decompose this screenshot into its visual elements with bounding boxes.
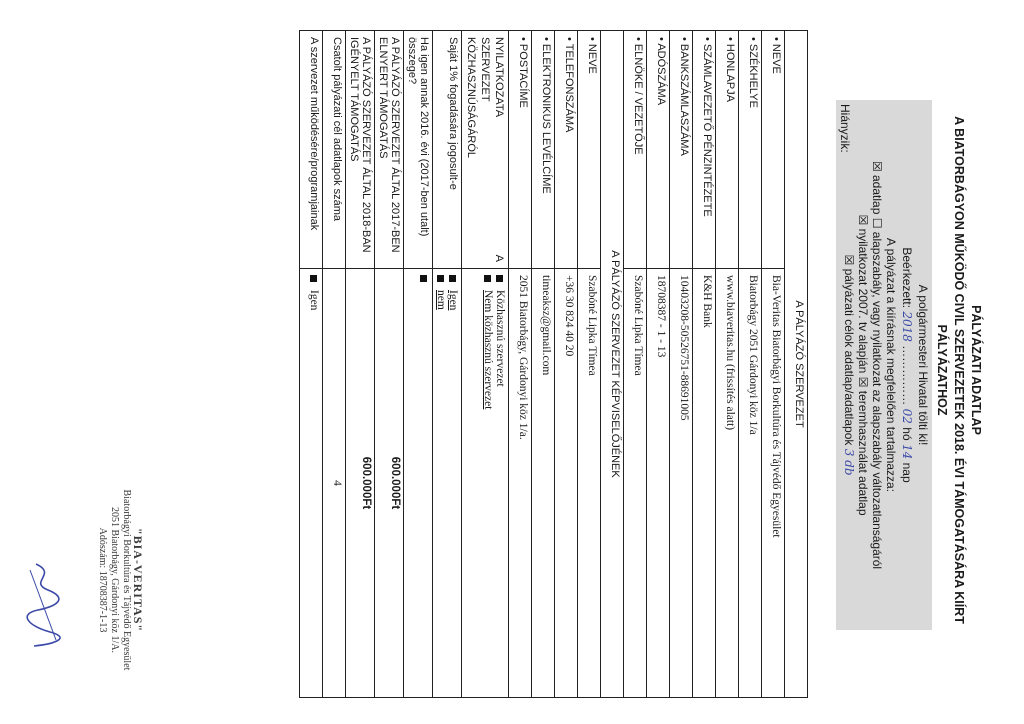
nonprofit-status-options: Közhasznú szervezet Nem közhasznú szervezet — [462, 269, 509, 698]
table-row: • SZÉKHELYE Biatorbágy 2051 Gárdonyi köz 1/a — [739, 31, 762, 698]
content-line: A pályázat a kiírásnak megfelelően tartalmazza: — [884, 237, 898, 493]
one-percent-question: Saját 1% fogadására jogosult-e — [433, 31, 462, 269]
application-table — [299, 30, 808, 698]
office-use-box — [836, 100, 932, 630]
received-year: 2018 — [900, 311, 914, 342]
org-section-title: A PÁLYÁZÓ SZERVEZET — [785, 31, 808, 698]
table-row: • POSTACÍME 2051 Biatorbágy, Gárdonyi köz 1/a. — [509, 31, 532, 698]
table-row: A szervezet működésére/programjainak Igen — [300, 31, 323, 698]
one-percent-options: Igen nem — [433, 269, 462, 698]
signature — [24, 560, 64, 650]
table-row: • TELEFONSZÁMA +36 30 824 40 20 — [555, 31, 578, 698]
received-line: Beérkezett: 2018 …………… 02 hó 14 nap — [900, 247, 914, 483]
table-row: • NEVE Szabóné Lipka Tímea — [578, 31, 601, 698]
table-row: • ELEKTRONIKUS LEVÉLCÍME timeaksz@gmail.com — [532, 31, 555, 698]
declaration-label-a: NYILATKOZATA — [493, 37, 505, 118]
table-row: • NEVE Bia-Veritas Biatorbágyi Borkultúra és Tájvédő Egyesület — [762, 31, 785, 698]
checkbox-filled-icon — [437, 275, 444, 282]
funding-2017-value: 600.000Ft — [375, 269, 404, 698]
document-title — [933, 60, 984, 680]
checklist-item-2: ☒ nyilatkozat 2007. tv alapján ☒ teremhasználat adatlap — [856, 214, 870, 516]
table-row — [404, 31, 433, 698]
table-row: Csatolt pályázati cél adatlapok száma 4 — [323, 31, 346, 698]
missing-label: Hiányzik: — [838, 104, 852, 153]
checkbox-filled-icon — [449, 275, 456, 282]
checkbox-filled-icon — [310, 275, 317, 282]
title-line-2: A BIATORBÁGYON MŰKÖDŐ CIVIL SZERVEZETEK 2018. ÉVI TÁMOGATÁSÁRA KIÍRT — [952, 116, 966, 624]
one-percent-amount-question: Ha igen annak 2016. évi (2017-ben utalt) összege? — [404, 31, 433, 269]
table-row — [433, 31, 462, 698]
received-month: 02 — [900, 408, 914, 424]
checkbox-filled-icon — [496, 275, 503, 282]
table-row: A PÁLYÁZÓ SZERVEZET ÁLTAL 2017-BEN ELNYERT TÁMOGATÁS 600.000Ft — [375, 31, 404, 698]
checklist-item-1: ☒ adatlap ☐ alapszabály, vagy nyilatkozat az alapszabály változatlanságáról — [870, 160, 884, 570]
attached-count: 4 — [323, 269, 346, 698]
table-row: A PÁLYÁZÓ SZERVEZET ÁLTAL 2018-BAN IGÉNYELT TÁMOGATÁS 600.000Ft — [346, 31, 375, 698]
organization-stamp: "BIA-VERITAS" Biatorbágyi Borkultúra és Tájvédő Egyesület 2051 Biatorbágy, Gárdonyi köz 1/A. Adószám: 18708387-1-13 — [97, 489, 145, 671]
checkbox-icon: ☒ — [870, 160, 884, 172]
table-row: • ELNÖKE / VEZETŐJE Szabóné Lipka Tímea — [624, 31, 647, 698]
received-day: 14 — [900, 443, 914, 460]
rep-section-title: A PÁLYÁZÓ SZERVEZET KÉPVISELŐJÉNEK — [601, 31, 624, 698]
table-row: NYILATKOZATA A SZERVEZET KÖZHASZNÚSÁGÁRÓL Közhasznú szervezet Nem közhasznú szervezet — [462, 31, 509, 698]
checkbox-filled-icon — [484, 275, 491, 282]
funding-2018-value: 600.000Ft — [346, 269, 375, 698]
checklist-item-3: ☒ pályázati célok adatlap/adatlapok 3 db — [842, 254, 856, 476]
title-line-1: PÁLYÁZATI ADATLAP — [969, 305, 983, 435]
table-row: • SZÁMLAVEZETŐ PÉNZINTÉZETE K&H Bank — [693, 31, 716, 698]
checkbox-filled-icon — [420, 275, 427, 282]
checkbox-icon: ☒ — [842, 254, 856, 266]
table-row: • BANKSZÁMLASZÁMA 10403208-50526751-88691005 — [670, 31, 693, 698]
office-header: A polgármesteri Hivatal tölti ki! — [916, 284, 930, 446]
checkbox-icon: ☒ — [856, 214, 870, 226]
table-row: • HONLAPJA www.biaveritas.hu (frissítés alatt) — [716, 31, 739, 698]
title-line-3: PÁLYÁZATHOZ — [935, 324, 949, 416]
table-row: • ADÓSZÁMA 18708387 - 1 - 13 — [647, 31, 670, 698]
